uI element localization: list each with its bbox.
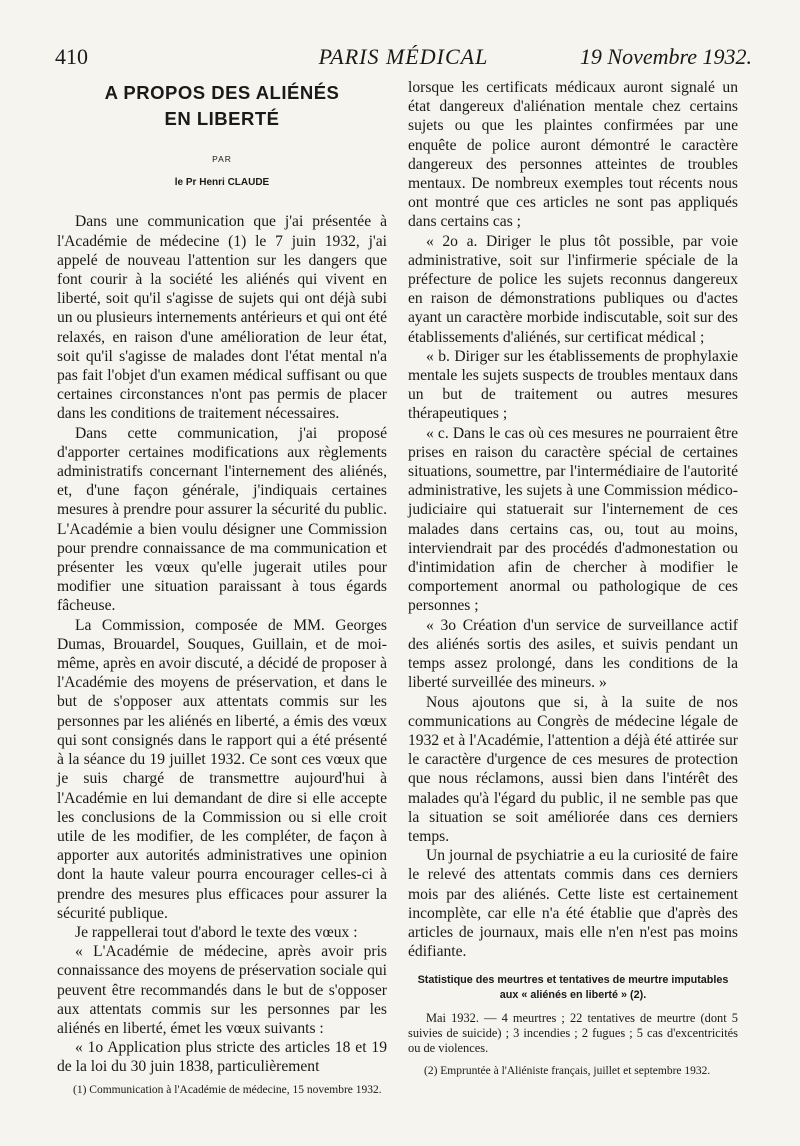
- page-header: [55, 42, 752, 76]
- paragraph: Dans cette communication, j'ai proposé d'apporter certaines modifications aux règlements administratifs concernant l'internement des aliénés, et, d'une façon générale, j'indiquais certaines mesures à prendre pour assurer la sécurité du public. L'Académie a bien voulu désigner une Commission pour prendre connaissance de ma communication et présenter les vœux qu'elle jugerait utiles pour modifier une situation paraissant à tous égards fâcheuse.: [57, 424, 387, 615]
- paragraph: « 1o Application plus stricte des articles 18 et 19 de la loi du 30 juin 1838, particulièrement: [57, 1039, 387, 1076]
- paragraph: « 2o a. Diriger le plus tôt possible, par voie administrative, soit sur l'infirmerie spéciale de la préfecture de police les sujets reconnus dangereux en raison de démonstrations publiques ou d'actes ayant un caractère morbide indiscutable, soit sur des établissements d'aliénés, sur certificat médical ;: [408, 232, 738, 346]
- author-name: le Pr Henri CLAUDE: [174, 177, 270, 189]
- statistics-block: [408, 1011, 738, 1056]
- paragraph: « L'Académie de médecine, après avoir pris connaissance des moyens de préservation sociale qui peuvent être recommandés dans le but de s'opposer aux attentats commis sur les personnes par les aliénés en liberté, émet les vœux suivants :: [57, 943, 387, 1037]
- paragraph-continued: lorsque les certificats médicaux auront signalé un état dangereux d'aliénation mentale chez certains sujets ou que les plaintes confirmées par une enquête de police auront démontré le caractère dangereux des personnes atteintes de troubles mentaux. De nombreux exemples tout récents nous ont montré que ces articles ne sont pas appliqués dans certains cas ;: [408, 79, 738, 231]
- paragraph: La Commission, composée de MM. Georges Dumas, Brouardel, Souques, Guillain, et de moi-même, après en avoir discuté, a décidé de proposer à l'Académie des moyens de préservation, et dans le but de s'opposer aux attentats commis sur les personnes par les aliénés en liberté, a émis des vœux qui sont consignés dans le rapport qui a été présenté à la séance du 19 juillet 1932. Ce sont ces vœux que je suis chargé de transmettre aujourd'hui à l'Académie en lui demandant de dire si elle accepte les conclusions de la Commission ou si elle croit utile de les modifier, de les compléter, de façon à apporter aux autorités administratives une opinion dont la haute valeur pourra encourager celles-ci à prendre des mesures plus efficaces pour assurer la sécurité publique.: [57, 616, 387, 922]
- right-column: [408, 78, 738, 1078]
- journal-title: PARIS MÉDICAL: [318, 44, 489, 69]
- footnote: [57, 1083, 387, 1097]
- paragraph: Nous ajoutons que si, à la suite de nos communications au Congrès de médecine légale de 1932 et à l'Académie, l'attention a déjà été attirée sur le caractère d'urgence de ces mesures de protection que nous réclamons, aussi bien dans l'intérêt des malades qu'à l'égard du public, il ne semble pas que la situation se soit améliorée dans ces derniers temps.: [408, 693, 738, 845]
- paragraph: Un journal de psychiatrie a eu la curiosité de faire le relevé des attentats commis dans ces derniers mois par des aliénés. Cette liste est certainement incomplète, car elle n'a été établie que d'après des articles de journaux, mais elle n'en n'est pas moins édifiante.: [408, 847, 738, 961]
- paragraph: Dans une communication que j'ai présentée à l'Académie de médecine (1) le 7 juin 1932, j'ai appelé de nouveau l'attention sur les dangers que font courir à la société les aliénés qui vivent en liberté, soit qu'il s'agisse de sujets qui ont déjà subi un ou plusieurs internements antérieurs et qui ont été relaxés, en raison d'une amélioration de leur état, soit qu'il s'agisse de malades dont l'état mental n'a pas fait l'objet d'un examen médical suffisant ou que certaines circonstances n'ont pas permis de placer dans les conditions de traitement nécessaires.: [57, 213, 387, 423]
- issue-date: 19 Novembre 1932.: [579, 44, 752, 69]
- by-label: PAR: [212, 154, 232, 164]
- paragraph: « b. Diriger sur les établissements de prophylaxie mentale les sujets suspects de troubles mentaux dans un but de traitement ou autres mesures thérapeutiques ;: [408, 347, 738, 423]
- paragraph: « 3o Création d'un service de surveillance actif des aliénés sortis des asiles, et suivis pendant un temps assez prolongé, dans les conditions de la liberté surveillée des mineurs. »: [408, 616, 738, 692]
- paragraph: Je rappellerai tout d'abord le texte des vœux :: [75, 923, 358, 941]
- statistics-entry: Mai 1932. — 4 meurtres ; 22 tentatives de meurtre (dont 5 suivies de suicide) ; 3 incendies ; 2 fugues ; 5 cas d'excentricités ou de violences.: [408, 1011, 738, 1056]
- page-number: 410: [55, 44, 88, 69]
- paragraph: « c. Dans le cas où ces mesures ne pourraient être prises en raison du caractère spécial de certaines situations, soumettre, par l'intermédiaire de l'autorité administrative, les sujets à une Commission médico-judiciaire qui statuerait sur l'internement de ces malades dans certains cas, ou, tout au moins, interviendrait par des procédés d'admonestation ou d'intimidation afin de chercher à modifier le comportement anormal ou pathologique de ces personnes ;: [408, 424, 738, 615]
- statistics-footnote-block: [408, 1064, 738, 1078]
- statistics-title: Statistique des meurtres et tentatives de meurtre imputables aux « aliénés en liberté » (2).: [417, 974, 729, 1002]
- footnote-text: (1) Communication à l'Académie de médecine, 15 novembre 1932.: [73, 1083, 382, 1096]
- article-title-line1: A PROPOS DES ALIÉNÉS: [104, 82, 340, 103]
- left-column: [57, 78, 387, 1097]
- statistics-footnote: (2) Empruntée à l'Aliéniste français, juillet et septembre 1932.: [424, 1065, 711, 1078]
- article-title-line2: EN LIBERTÉ: [164, 108, 280, 129]
